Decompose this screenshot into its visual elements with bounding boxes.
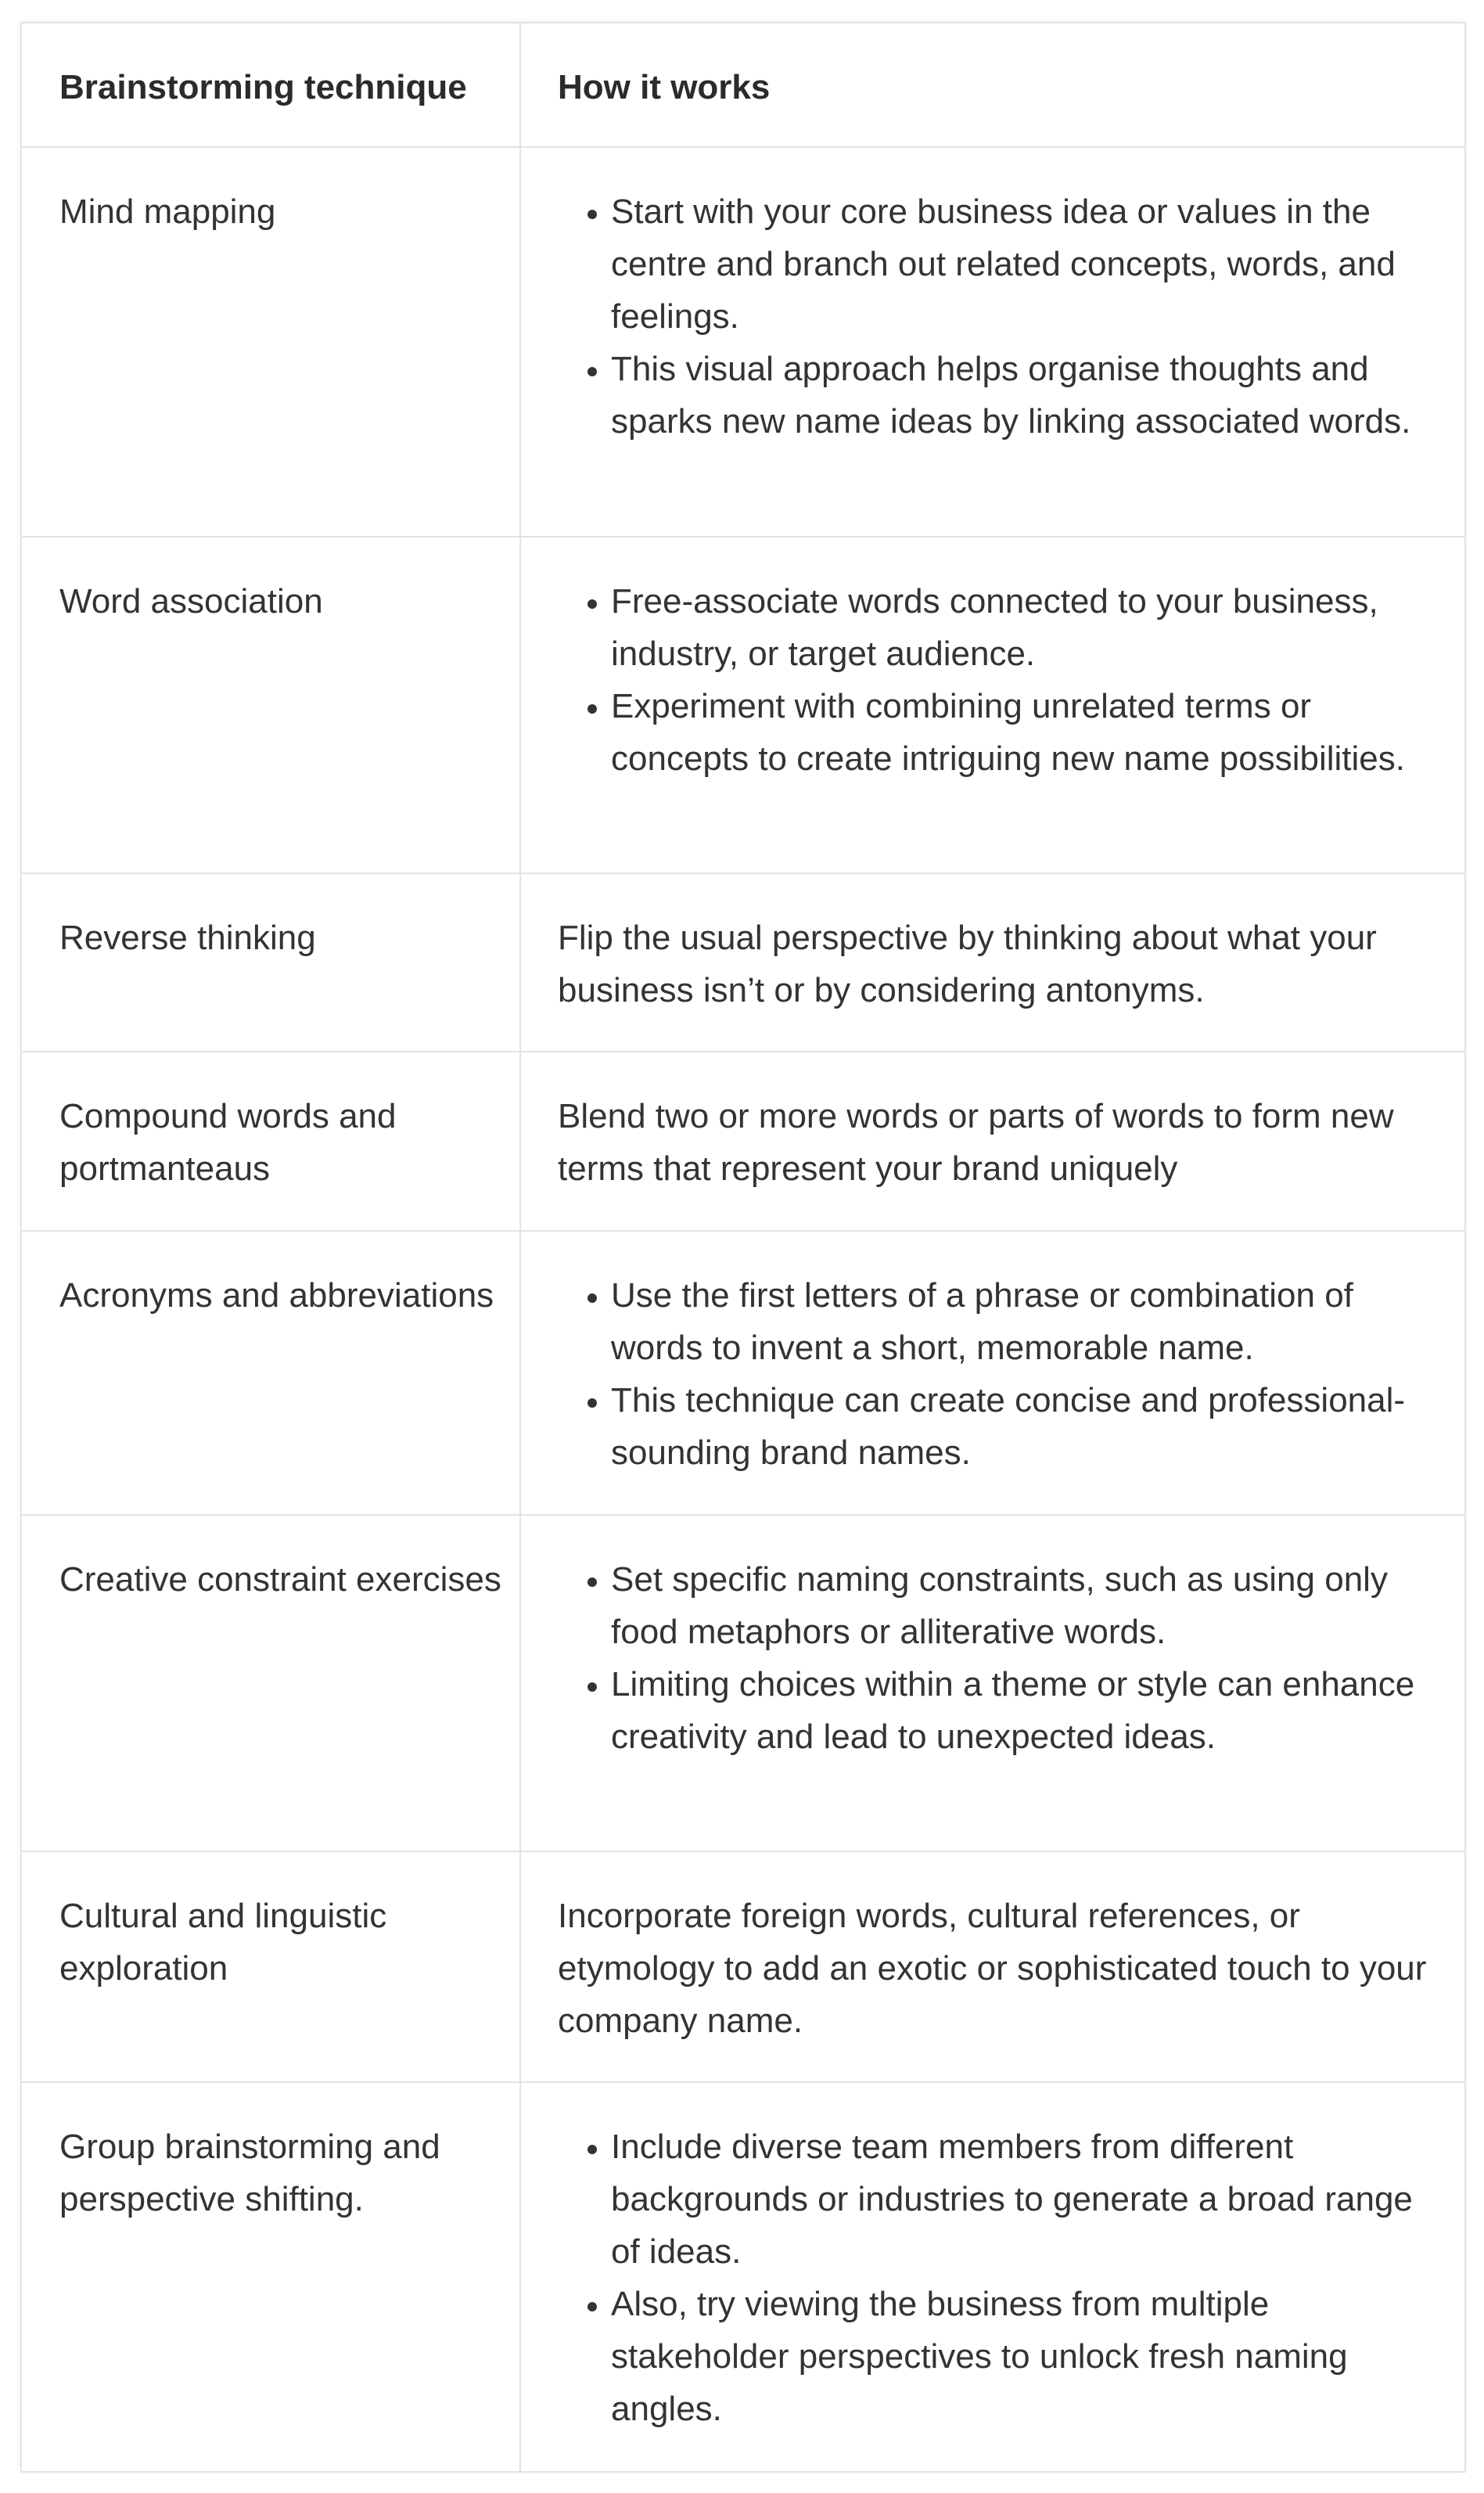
technique-name: Reverse thinking: [59, 919, 316, 957]
techniques-table-card: [20, 22, 1464, 2471]
technique-name: Creative constraint exercises: [59, 1560, 501, 1599]
bullet-list: [558, 2121, 1433, 2435]
bullet-point: • Experiment with combining unrelated terms or concepts to create intriguing new name possibilities.: [611, 680, 1433, 785]
technique-description: Incorporate foreign words, cultural references, or etymology to add an exotic or sophisticated touch to your company name.: [558, 1897, 1427, 2040]
technique-name: Word association: [59, 582, 323, 621]
table-row: [21, 1052, 1465, 1231]
technique-name: Mind mapping: [59, 192, 276, 231]
bullet-list: [558, 575, 1433, 785]
technique-name: Cultural and linguistic exploration: [59, 1897, 387, 1988]
bullet-point: • Include diverse team members from different backgrounds or industries to generate a broad range of ideas.: [611, 2121, 1433, 2278]
table-row: [21, 2082, 1465, 2472]
bullet-point: • Also, try viewing the business from multiple stakeholder perspectives to unlock fresh naming angles.: [611, 2278, 1433, 2435]
table-row: [21, 1851, 1465, 2082]
column-header-how-it-works: How it works: [558, 68, 771, 106]
bullet-point: • Use the first letters of a phrase or combination of words to invent a short, memorable name.: [611, 1269, 1433, 1374]
technique-description: [521, 1232, 1464, 1479]
table-header-row: [21, 23, 1465, 147]
technique-name: Group brainstorming and perspective shifting.: [59, 2128, 440, 2218]
technique-description: [521, 1516, 1464, 1763]
technique-name: Acronyms and abbreviations: [59, 1276, 494, 1315]
table-row: [21, 873, 1465, 1052]
table-row: [21, 147, 1465, 537]
bullet-point: • This visual approach helps organise thoughts and sparks new name ideas by linking associated words.: [611, 343, 1433, 448]
bullet-point: • Free-associate words connected to your business, industry, or target audience.: [611, 575, 1433, 680]
header-cell-how: [520, 23, 1465, 147]
table-row: [21, 1231, 1465, 1515]
table-row: [21, 1515, 1465, 1851]
bullet-point: • Set specific naming constraints, such as using only food metaphors or alliterative words.: [611, 1553, 1433, 1658]
bullet-point: • Limiting choices within a theme or style can enhance creativity and lead to unexpected ideas.: [611, 1658, 1433, 1763]
techniques-table: [20, 22, 1466, 2473]
bullet-point: • Start with your core business idea or values in the centre and branch out related concepts, words, and feelings.: [611, 185, 1433, 343]
technique-description: [521, 148, 1464, 448]
technique-description: Blend two or more words or parts of words to form new terms that represent your brand uniquely: [558, 1097, 1394, 1188]
technique-description: Flip the usual perspective by thinking about what your business isn’t or by considering antonyms.: [558, 919, 1377, 1009]
bullet-list: [558, 1553, 1433, 1763]
technique-description: [521, 2083, 1464, 2435]
bullet-list: [558, 185, 1433, 448]
table-row: [21, 537, 1465, 873]
technique-description: [521, 538, 1464, 785]
column-header-technique: Brainstorming technique: [59, 68, 467, 106]
header-cell-technique: [21, 23, 520, 147]
bullet-list: [558, 1269, 1433, 1479]
bullet-point: • This technique can create concise and professional-sounding brand names.: [611, 1374, 1433, 1479]
technique-name: Compound words and portmanteaus: [59, 1097, 397, 1188]
